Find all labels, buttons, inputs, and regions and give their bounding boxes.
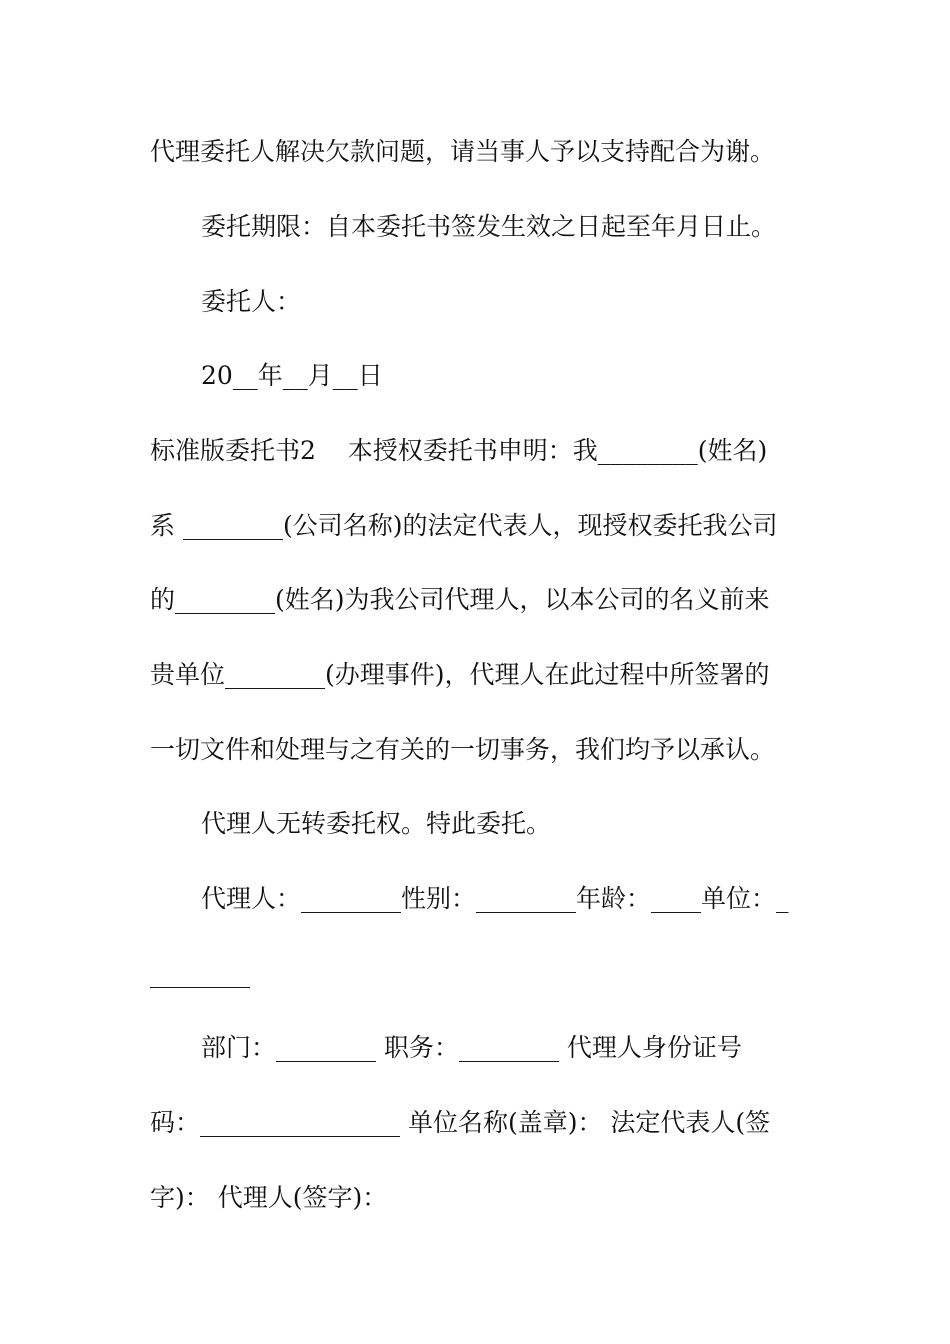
text-line-1: 代理委托人解决欠款问题，请当事人予以支持配合为谢。 (150, 137, 776, 166)
text-line-11: 代理人：________性别：________年龄：____单位：_ (201, 884, 789, 913)
text-line-9: 一切文件和处理与之有关的一切事务，我们均予以承认。 (150, 735, 776, 764)
text-line-5: 标准版委托书2 本授权委托书申明：我________(姓名) (150, 436, 768, 465)
text-line-12: ________ (150, 959, 250, 988)
text-line-8: 贵单位________(办理事件)，代理人在此过程中所签署的 (150, 660, 770, 689)
text-line-10: 代理人无转委托权。特此委托。 (201, 809, 552, 838)
text-line-15: 字)： 代理人(签字)： (150, 1183, 388, 1212)
text-line-7: 的________(姓名)为我公司代理人，以本公司的名义前来 (150, 585, 770, 614)
text-line-6: 系 ________(公司名称)的法定代表人，现授权委托我公司 (150, 511, 778, 540)
text-line-13: 部门：________ 职务：________ 代理人身份证号 (201, 1033, 742, 1062)
text-line-3: 委托人： (201, 287, 302, 316)
text-line-14: 码：________________ 单位名称(盖章)： 法定代表人(签 (150, 1108, 771, 1137)
text-line-2: 委托期限：自本委托书签发生效之日起至年月日止。 (201, 212, 777, 241)
text-line-4: 20__年__月__日 (201, 361, 383, 390)
